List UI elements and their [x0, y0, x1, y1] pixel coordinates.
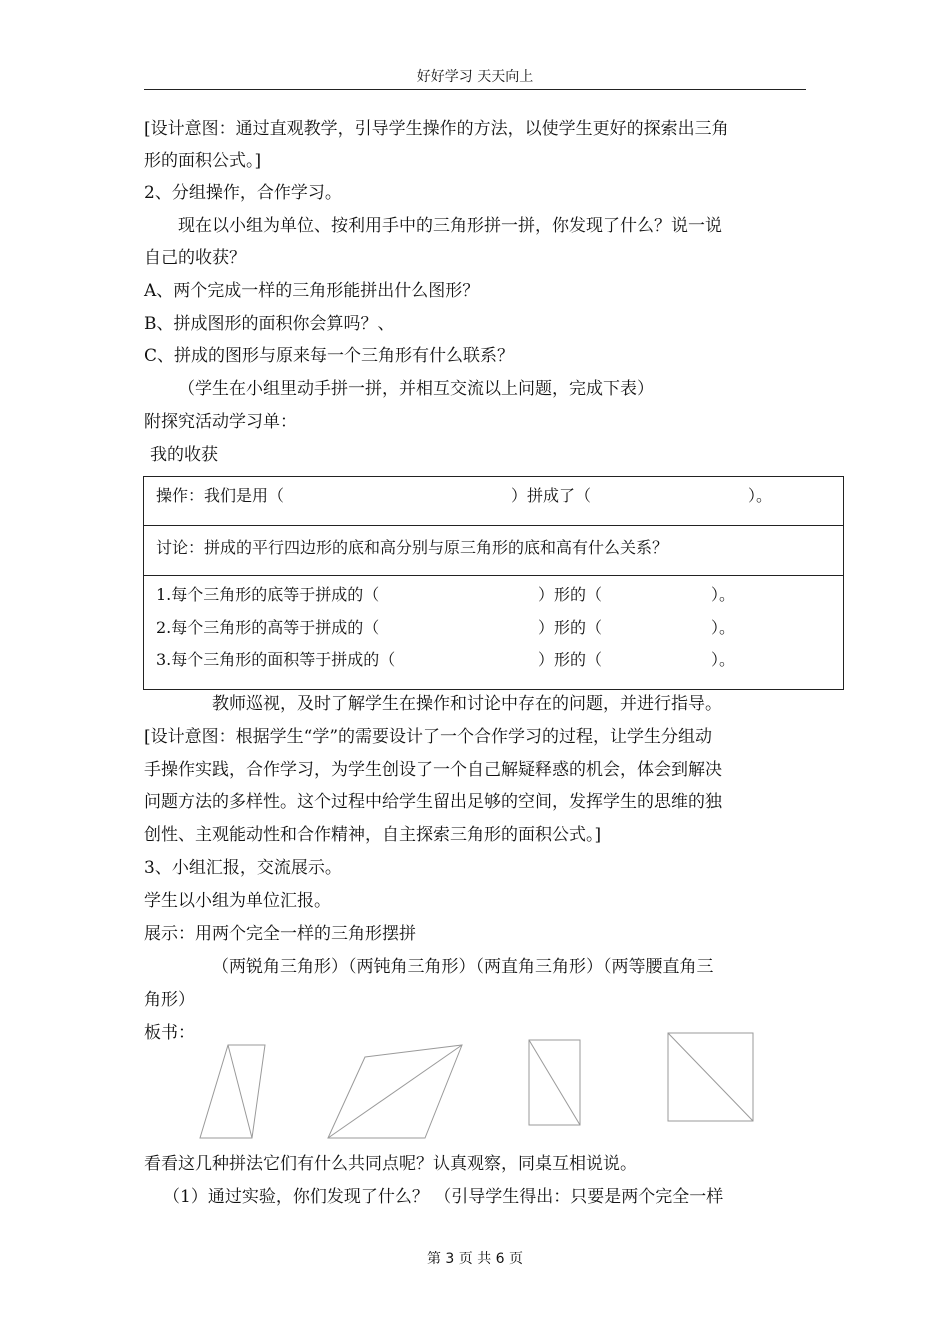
- figure-isosceles-square: [668, 1033, 753, 1121]
- design-intent-1-cont: 形的面积公式。]: [144, 151, 262, 171]
- triangle-types-cont: 角形）: [144, 990, 195, 1010]
- design-intent-1: [设计意图：通过直观教学，引导学生操作的方法，以使学生更好的探索出三角: [144, 119, 729, 139]
- teacher-guidance: 教师巡视，及时了解学生在操作和讨论中存在的问题，并进行指导。: [212, 694, 722, 714]
- header-rule: [144, 89, 806, 90]
- question-b: B、拼成图形的面积你会算吗？、: [144, 314, 395, 334]
- my-gains-label: 我的收获: [150, 445, 218, 465]
- figure-right-rectangle: [529, 1040, 580, 1125]
- display-intro: 展示：用两个完全一样的三角形摆拼: [144, 924, 416, 944]
- design-intent-2-cont2: 问题方法的多样性。这个过程中给学生留出足够的空间，发挥学生的思维的独: [144, 792, 722, 812]
- operation-part-b: ）拼成了（: [511, 486, 592, 505]
- section-3-heading: 3、小组汇报，交流展示。: [144, 858, 342, 878]
- operation-part-c: ）。: [748, 486, 773, 505]
- design-intent-2-cont1: 手操作实践，合作学习，为学生创设了一个自己解疑释惑的机会，体会到解决: [144, 760, 722, 780]
- page-header: 好好学习 天天向上: [416, 69, 534, 85]
- page-number: 第 3 页 共 6 页: [426, 1251, 524, 1267]
- blackboard-label: 板书：: [144, 1023, 195, 1043]
- experiment-question: （1）通过实验，你们发现了什么？ （引导学生得出：只要是两个完全一样: [163, 1187, 724, 1207]
- triangle-types: （两锐角三角形）（两钝角三角形）（两直角三角形）（两等腰直角三: [212, 957, 714, 977]
- group-report: 学生以小组为单位汇报。: [144, 891, 331, 911]
- table-rule: [144, 525, 843, 526]
- worksheet-table: 操作：我们是用（ ）拼成了（ ）。 讨论：拼成的平行四边形的底和高分别与原三角形的底和高有什么关系？ 1.每个三角形的底等于拼成的（ ）形的（ ）。 2.每个三角形的高等于拼成的（ ）形的（ ）。 3.每个三角形的面积等于拼成的（ ）形的（ ）。: [143, 476, 844, 690]
- section-2-heading: 2、分组操作，合作学习。: [144, 183, 342, 203]
- design-intent-2: [设计意图：根据学生“学”的需要设计了一个合作学习的过程，让学生分组动: [144, 727, 713, 747]
- worksheet-row-discussion: 讨论：拼成的平行四边形的底和高分别与原三角形的底和高有什么关系？: [156, 538, 669, 557]
- student-activity-note: （学生在小组里动手拼一拼，并相互交流以上问题，完成下表）: [178, 379, 654, 399]
- operation-part-a: 操作：我们是用（: [156, 486, 285, 505]
- question-a: A、两个完成一样的三角形能拼出什么图形？: [144, 281, 480, 301]
- table-rule: [144, 575, 843, 576]
- figure-obtuse-parallelogram: [328, 1045, 462, 1138]
- observation-prompt: 看看这几种拼法它们有什么共同点呢？认真观察，同桌互相说说。: [144, 1154, 637, 1174]
- question-c: C、拼成的图形与原来每一个三角形有什么联系？: [144, 346, 515, 366]
- blackboard-figures: [190, 1030, 770, 1145]
- instruction: 现在以小组为单位、按利用手中的三角形拼一拼，你发现了什么？说一说: [178, 216, 722, 236]
- instruction-cont: 自己的收获？: [144, 248, 246, 268]
- figure-acute-parallelogram: [200, 1045, 265, 1138]
- worksheet-label: 附探究活动学习单：: [144, 412, 297, 432]
- design-intent-2-cont3: 创性、主观能动性和合作精神，自主探索三角形的面积公式。]: [144, 825, 602, 845]
